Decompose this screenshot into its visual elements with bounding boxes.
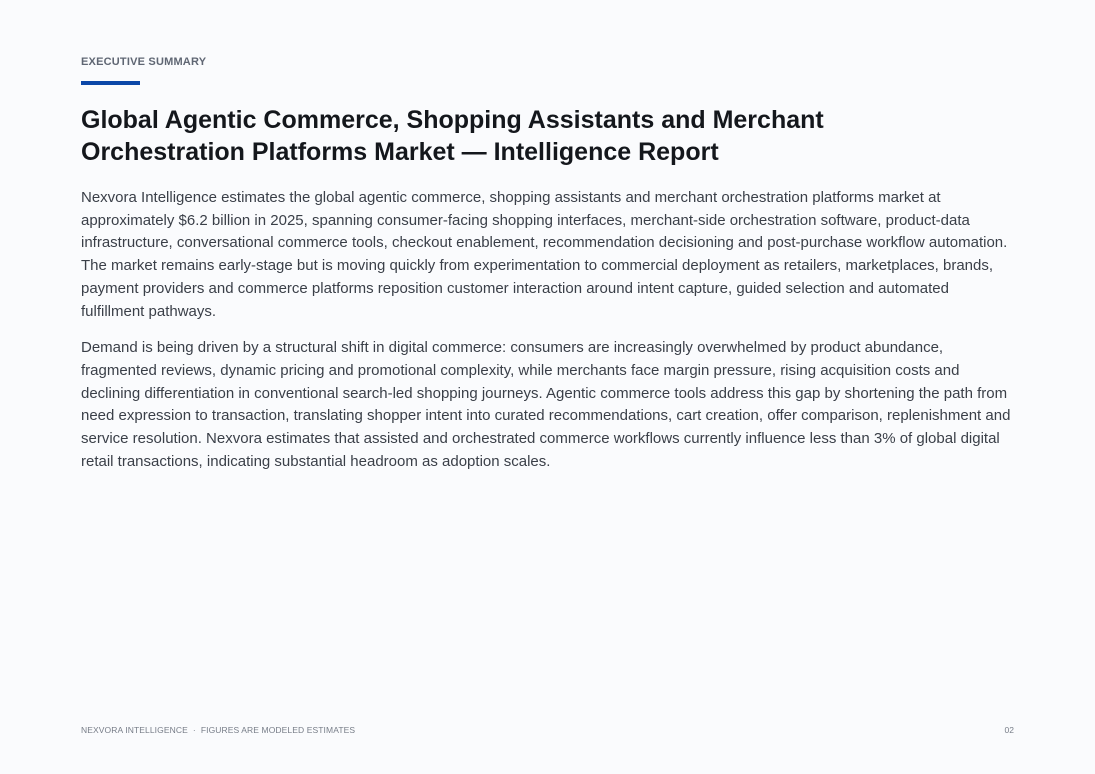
section-label: EXECUTIVE SUMMARY <box>81 56 207 68</box>
page-number: 02 <box>1004 725 1014 735</box>
footer-source <box>81 725 355 735</box>
footer-brand: NEXVORA INTELLIGENCE <box>81 725 188 735</box>
body-paragraph-2: Demand is being driven by a structural shift in digital commerce: consumers are increasingly overwhelmed by product abundance, fragmented reviews, dynamic pricing and promotional complexity, while merchants face margin pressure, rising acquisition costs and declining differentiation in conventional search-led shopping journeys. Agentic commerce tools address this gap by shortening the path from need expression to transaction, translating shopper intent into curated recommendations, cart creation, offer comparison, replenishment and service resolution. Nexvora estimates that assisted and orchestrated commerce workflows currently influence less than 3% of global digital retail transactions, indicating substantial headroom as adoption scales. <box>81 339 1011 470</box>
page-title-line-2: Orchestration Platforms Market — Intelligence Report <box>81 138 719 166</box>
body-paragraph-1: Nexvora Intelligence estimates the global agentic commerce, shopping assistants and merchant orchestration platforms market at approximately $6.2 billion in 2025, spanning consumer-facing shopping interfaces, merchant-side orchestration software, product-data infrastructure, conversational commerce tools, checkout enablement, recommendation decisioning and post-purchase workflow automation. The market remains early-stage but is moving quickly from experimentation to commercial deployment as retailers, marketplaces, brands, payment providers and commerce platforms reposition customer interaction around intent capture, guided selection and automated fulfillment pathways. <box>81 189 1008 320</box>
executive-summary-body <box>81 187 1016 487</box>
page-title-line-1: Global Agentic Commerce, Shopping Assistants and Merchant <box>81 106 824 134</box>
accent-bar <box>81 81 140 85</box>
footer-separator: · <box>192 725 196 735</box>
footer-note: FIGURES ARE MODELED ESTIMATES <box>200 725 356 735</box>
page-title <box>81 104 981 168</box>
